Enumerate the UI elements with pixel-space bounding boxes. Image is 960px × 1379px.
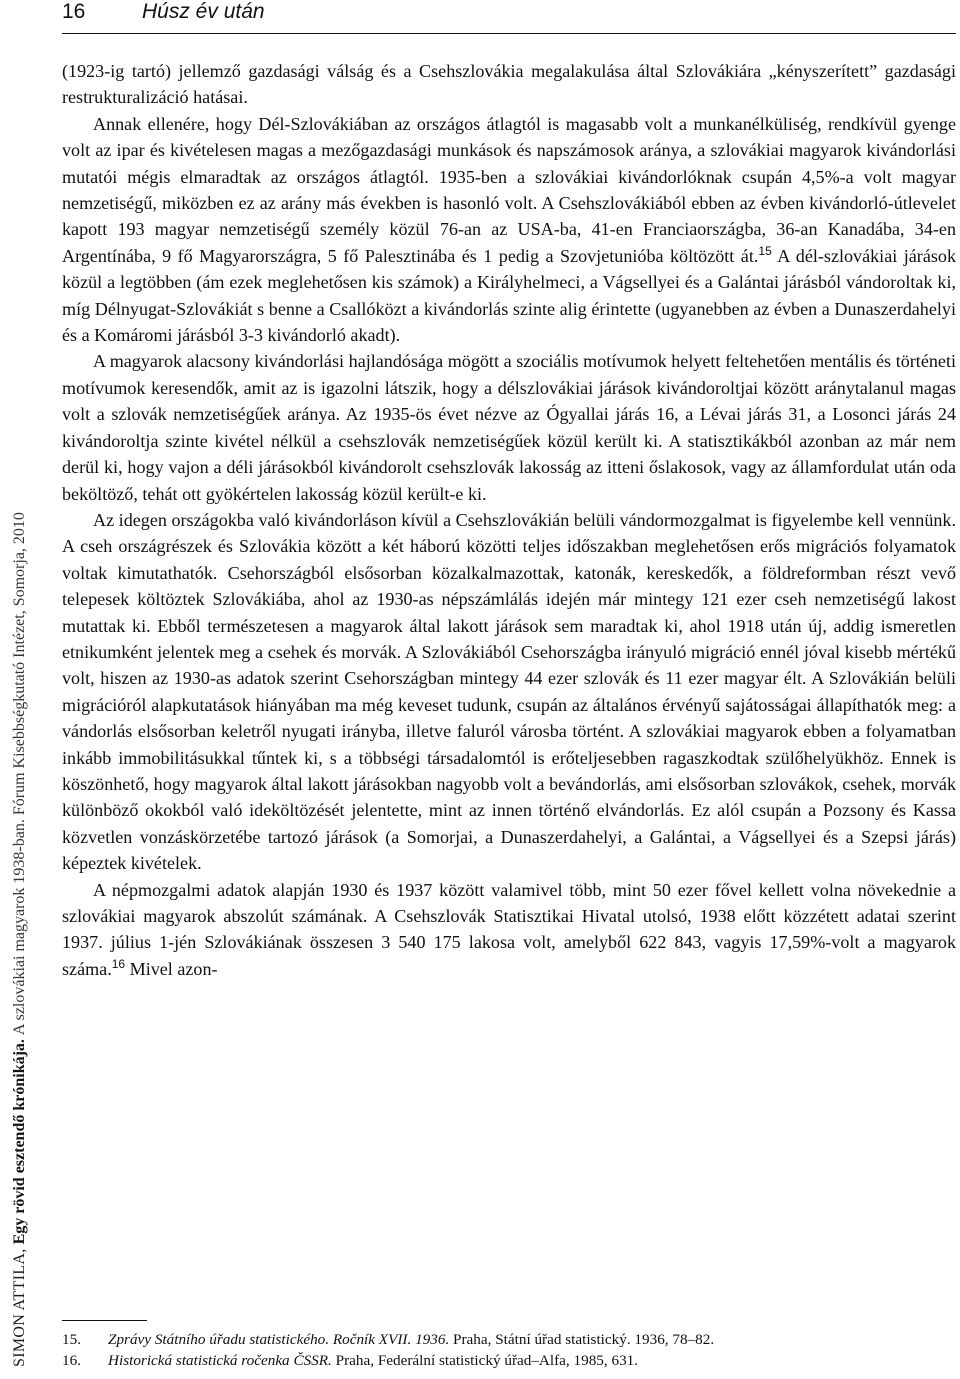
footnote-source-title: Historická statistická ročenka ČSSR. [108, 1352, 332, 1369]
footnote-ref-16: 16 [111, 956, 126, 971]
footnote-source-details: Praha, Federální statistický úřad–Alfa, 1985, 631. [331, 1352, 639, 1369]
paragraph-2 [62, 111, 956, 349]
paragraph-3: A magyarok alacsony kivándorlási hajlandósága mögött a szociális motívumok helyett feltehetően mentális és történeti motívumok keresendők, amit az is igazolni látszik, hogy a délszlovákiai járások kivándoroltjai között aránytalanul magas volt a szlovák nemzetiségűek aránya. Az 1935-ös évet nézve az Ógyallai járás 16, a Lévai járás 31, a Losonci járás 24 kivándoroltja szinte kivétel nélkül a csehszlovák nemzetiségűek közül került ki. A statisztikákból azonban az már nem derül ki, hogy vajon a déli járásokból kivándorolt csehszlovák lakosság az itteni őslakosok, vagy az államfordulat után oda beköltöző, tehát ott gyökértelen lakosság közül került-e ki. [62, 351, 956, 504]
paragraph-2-part-a: Annak ellenére, hogy Dél-Szlovákiában az országos átlagtól is magasabb volt a munkanélküliség, rendkívül gyenge volt az ipar és kivételesen magas a mezőgazdasági munkások és napszámosok aránya, a szlovákiai magyarok kivándorlási mutatói mégis elmaradtak az országos átlagtól. 1935-ben a szlovákiai kivándorlóknak csupán 4,5%-a volt magyar nemzetiségű, miközben ez az arány más években is hasonló volt. A Csehszlovákiából ebben az évben kivándorló-útlevelet kapott 193 magyar nemzetiségű személy közül 76-an az USA-ba, 41-en Franciaországba, 36-an Kanadába, 34-en Argentínába, 9 fő Magyarországra, 5 fő Palesztinába és 1 pedig a Szovjetunióba költözött át. [62, 113, 956, 266]
paragraph-4: Az idegen országokba való kivándorláson kívül a Csehszlovákián belüli vándormozgalmat is figyelembe kell vennünk. A cseh országrészek és Szlovákia között a két háború közötti teljes időszakban meglehetősen erős migrációs folyamatok voltak kimutathatók. Csehországból elsősorban közalkalmazottak, katonák, kereskedők, a földreformban részt vevő telepesek költöztek Szlovákiába, ahol az 1930-as népszámlálás idején már mintegy 121 ezer cseh nemzetiségű lakost mutattak ki. Ebből természetesen a magyarok által lakott járások sem maradtak ki, ahol 1918 után új, addig ismeretlen etnikumként jelentek meg a csehek és morvák. A Szlovákiából Csehországba irányuló migráció ennél jóval kisebb mértékű volt, hiszen az 1930-as adatok szerint Csehországban mintegy 44 ezer szlovák és 11 ezer magyar élt. A Szlovákián belüli migrációról alapkutatások hiányában ma még keveset tudunk, csupán az általános érvényű sajátosságai állapíthatók meg: a vándorlás elsősorban keletről nyugati irányba, illetve faluról városba történt. A szlovákiai magyarok ebben a folyamatban inkább immobilitásukkal tűntek ki, s a többségi társadalomtól is erőteljesebben ragaszkodtak szülőhelyükhöz. Ennek is köszönhető, hogy magyarok által lakott járásokban nagyobb volt a bevándorlás, ami elsősorban szlovákok, csehek, morvák különböző okokból való ideköltözését jelentette, mint az innen történő elvándorlás. Ez alól csupán a Pozsony és Kassa közvetlen vonzáskörzetébe tartozó járások (a Somorjai, a Dunaszerdahelyi, a Galántai, a Vágsellyei és a Szepsi járás) képeztek kivételek. [62, 509, 956, 874]
side-citation-author: SIMON ATTILA, [11, 1248, 28, 1367]
footnotes [62, 1329, 956, 1371]
paragraph-5 [62, 877, 956, 983]
page-header [62, 0, 956, 40]
footnote-text [108, 1350, 638, 1371]
header-rule [62, 33, 956, 34]
running-title: Húsz év után [142, 0, 265, 23]
footnote-source-details: Praha, Státní úřad statistický. 1936, 78–82. [449, 1331, 715, 1348]
footnote-number: 15. [62, 1331, 81, 1348]
paragraph-5-part-a: A népmozgalmi adatok alapján 1930 és 1937 között valamivel több, mint 50 ezer fővel kellett volna növekednie a szlovákiai magyarok abszolút számának. A Csehszlovák Statisztikai Hivatal utolsó, 1938 előtt közzétett adatai szerint 1937. július 1-jén Szlovákiának összesen 3 540 175 lakosa volt, amelyből 622 843, vagyis 17,59%-volt a magyarok száma. [62, 879, 956, 979]
side-citation-source: A szlovákiai magyarok 1938-ban. Fórum Kisebbségkutató Intézet, Somorja, 2010 [11, 512, 28, 1036]
page-number: 16 [62, 0, 86, 23]
side-citation [0, 0, 40, 1379]
footnote-15 [62, 1329, 956, 1350]
body-text [62, 58, 956, 982]
footnote-number: 16. [62, 1352, 81, 1369]
footnote-16 [62, 1350, 956, 1371]
paragraph-2-part-b: A dél-szlovákiai járások közül a legtöbben (ám ezek meglehetősen kis számok) a Királyhelmeci, a Vágsellyei és a Galántai járásból vándoroltak ki, míg Délnyugat-Szlovákiát s benne a Csallóközt a kivándorlás szinte alig érintette (ugyanebben az évben a Dunaszerdahelyi és a Komáromi járásból 3-3 kivándorló akadt). [62, 245, 956, 346]
paragraph-1: (1923-ig tartó) jellemző gazdasági válság és a Csehszlovákia megalakulása által Szlovákiára „kényszerített” gazdasági restrukturalizáció hatásai. [62, 61, 956, 108]
footnote-source-title: Zprávy Státního úřadu statistického. Ročník XVII. 1936. [108, 1331, 450, 1348]
footnote-rule [62, 1320, 147, 1321]
paragraph-5-part-b: Mivel azon- [125, 958, 218, 979]
side-citation-title: Egy rövid esztendő krónikája. [11, 1039, 28, 1245]
footnote-ref-15: 15 [758, 243, 772, 258]
footnote-text [108, 1329, 714, 1350]
